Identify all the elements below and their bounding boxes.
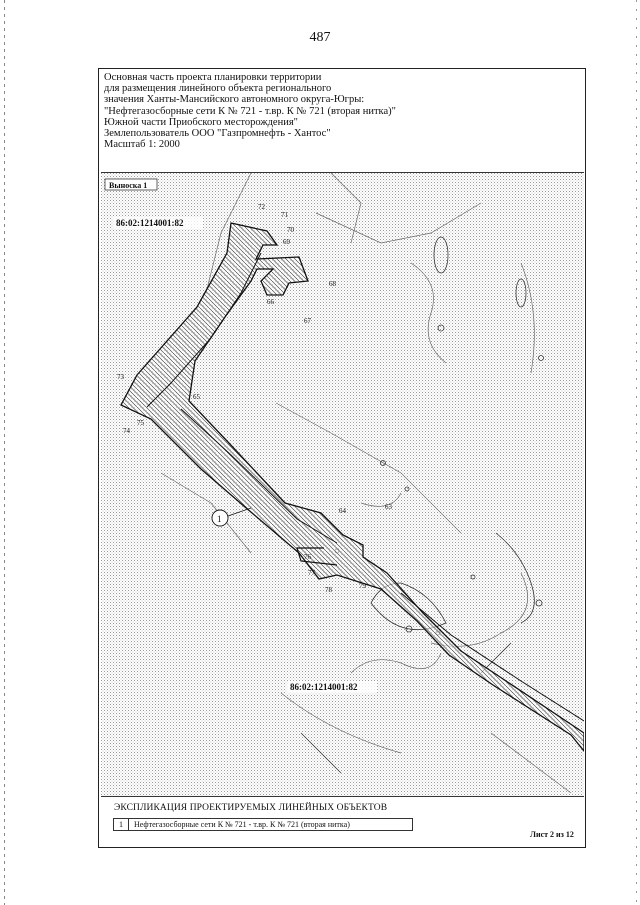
point-label: 69	[283, 238, 290, 246]
map-area	[101, 172, 584, 797]
title-line-3: значения Ханты-Мансийского автономного округа-Югры:	[104, 94, 365, 106]
sheet-label: Лист 2 из 12	[530, 830, 574, 839]
explication-row-number: 1	[114, 819, 129, 830]
title-line-5: Южной части Приобского месторождения"	[104, 116, 298, 128]
point-label: 63	[385, 503, 392, 511]
explication-row	[113, 818, 413, 831]
explication-row-name: Нефтегазосборные сети К № 721 - т.вр. К № 721 (вторая нитка)	[134, 820, 350, 829]
inset-label: Выноска 1	[109, 181, 148, 190]
callout-number: 1	[217, 514, 222, 524]
parcel-label-south: 86:02:1214001:82	[290, 682, 358, 692]
title-block	[104, 72, 574, 150]
map-svg	[101, 173, 584, 796]
point-label: 79	[359, 582, 366, 590]
scan-edge-right	[636, 0, 637, 905]
inset-label-box	[105, 179, 157, 190]
stipple-background	[101, 173, 584, 796]
title-line-6: Землепользователь ООО "Газпромнефть - Хантос"	[104, 128, 331, 140]
point-label: 70	[287, 226, 294, 234]
title-line-2: для размещения линейного объекта регионального	[104, 83, 332, 95]
point-label: 71	[281, 211, 288, 219]
explication-title: ЭКСПЛИКАЦИЯ ПРОЕКТИРУЕМЫХ ЛИНЕЙНЫХ ОБЪЕКТОВ	[114, 803, 388, 813]
point-label: 78	[325, 586, 332, 594]
point-label: 72	[258, 203, 265, 211]
point-label: 75	[137, 419, 144, 427]
point-label: 66	[267, 298, 274, 306]
page-number: 487	[309, 30, 331, 45]
point-label: 67	[304, 317, 311, 325]
point-label: 64	[339, 507, 346, 515]
parcel-label-north: 86:02:1214001:82	[116, 218, 184, 228]
point-label: 76	[304, 553, 311, 561]
point-label: 73	[117, 373, 124, 381]
title-line-1: Основная часть проекта планировки территории	[104, 72, 322, 83]
point-label: 68	[329, 280, 336, 288]
scale-label: Масштаб 1: 2000	[104, 139, 180, 151]
point-label: 65	[193, 393, 200, 401]
title-line-4: "Нефтегазосборные сети К № 721 - т.вр. К № 721 (вторая нитка)"	[104, 105, 396, 117]
point-label: 74	[123, 427, 130, 435]
scan-edge-left	[4, 0, 5, 905]
point-label: 77	[308, 569, 315, 577]
